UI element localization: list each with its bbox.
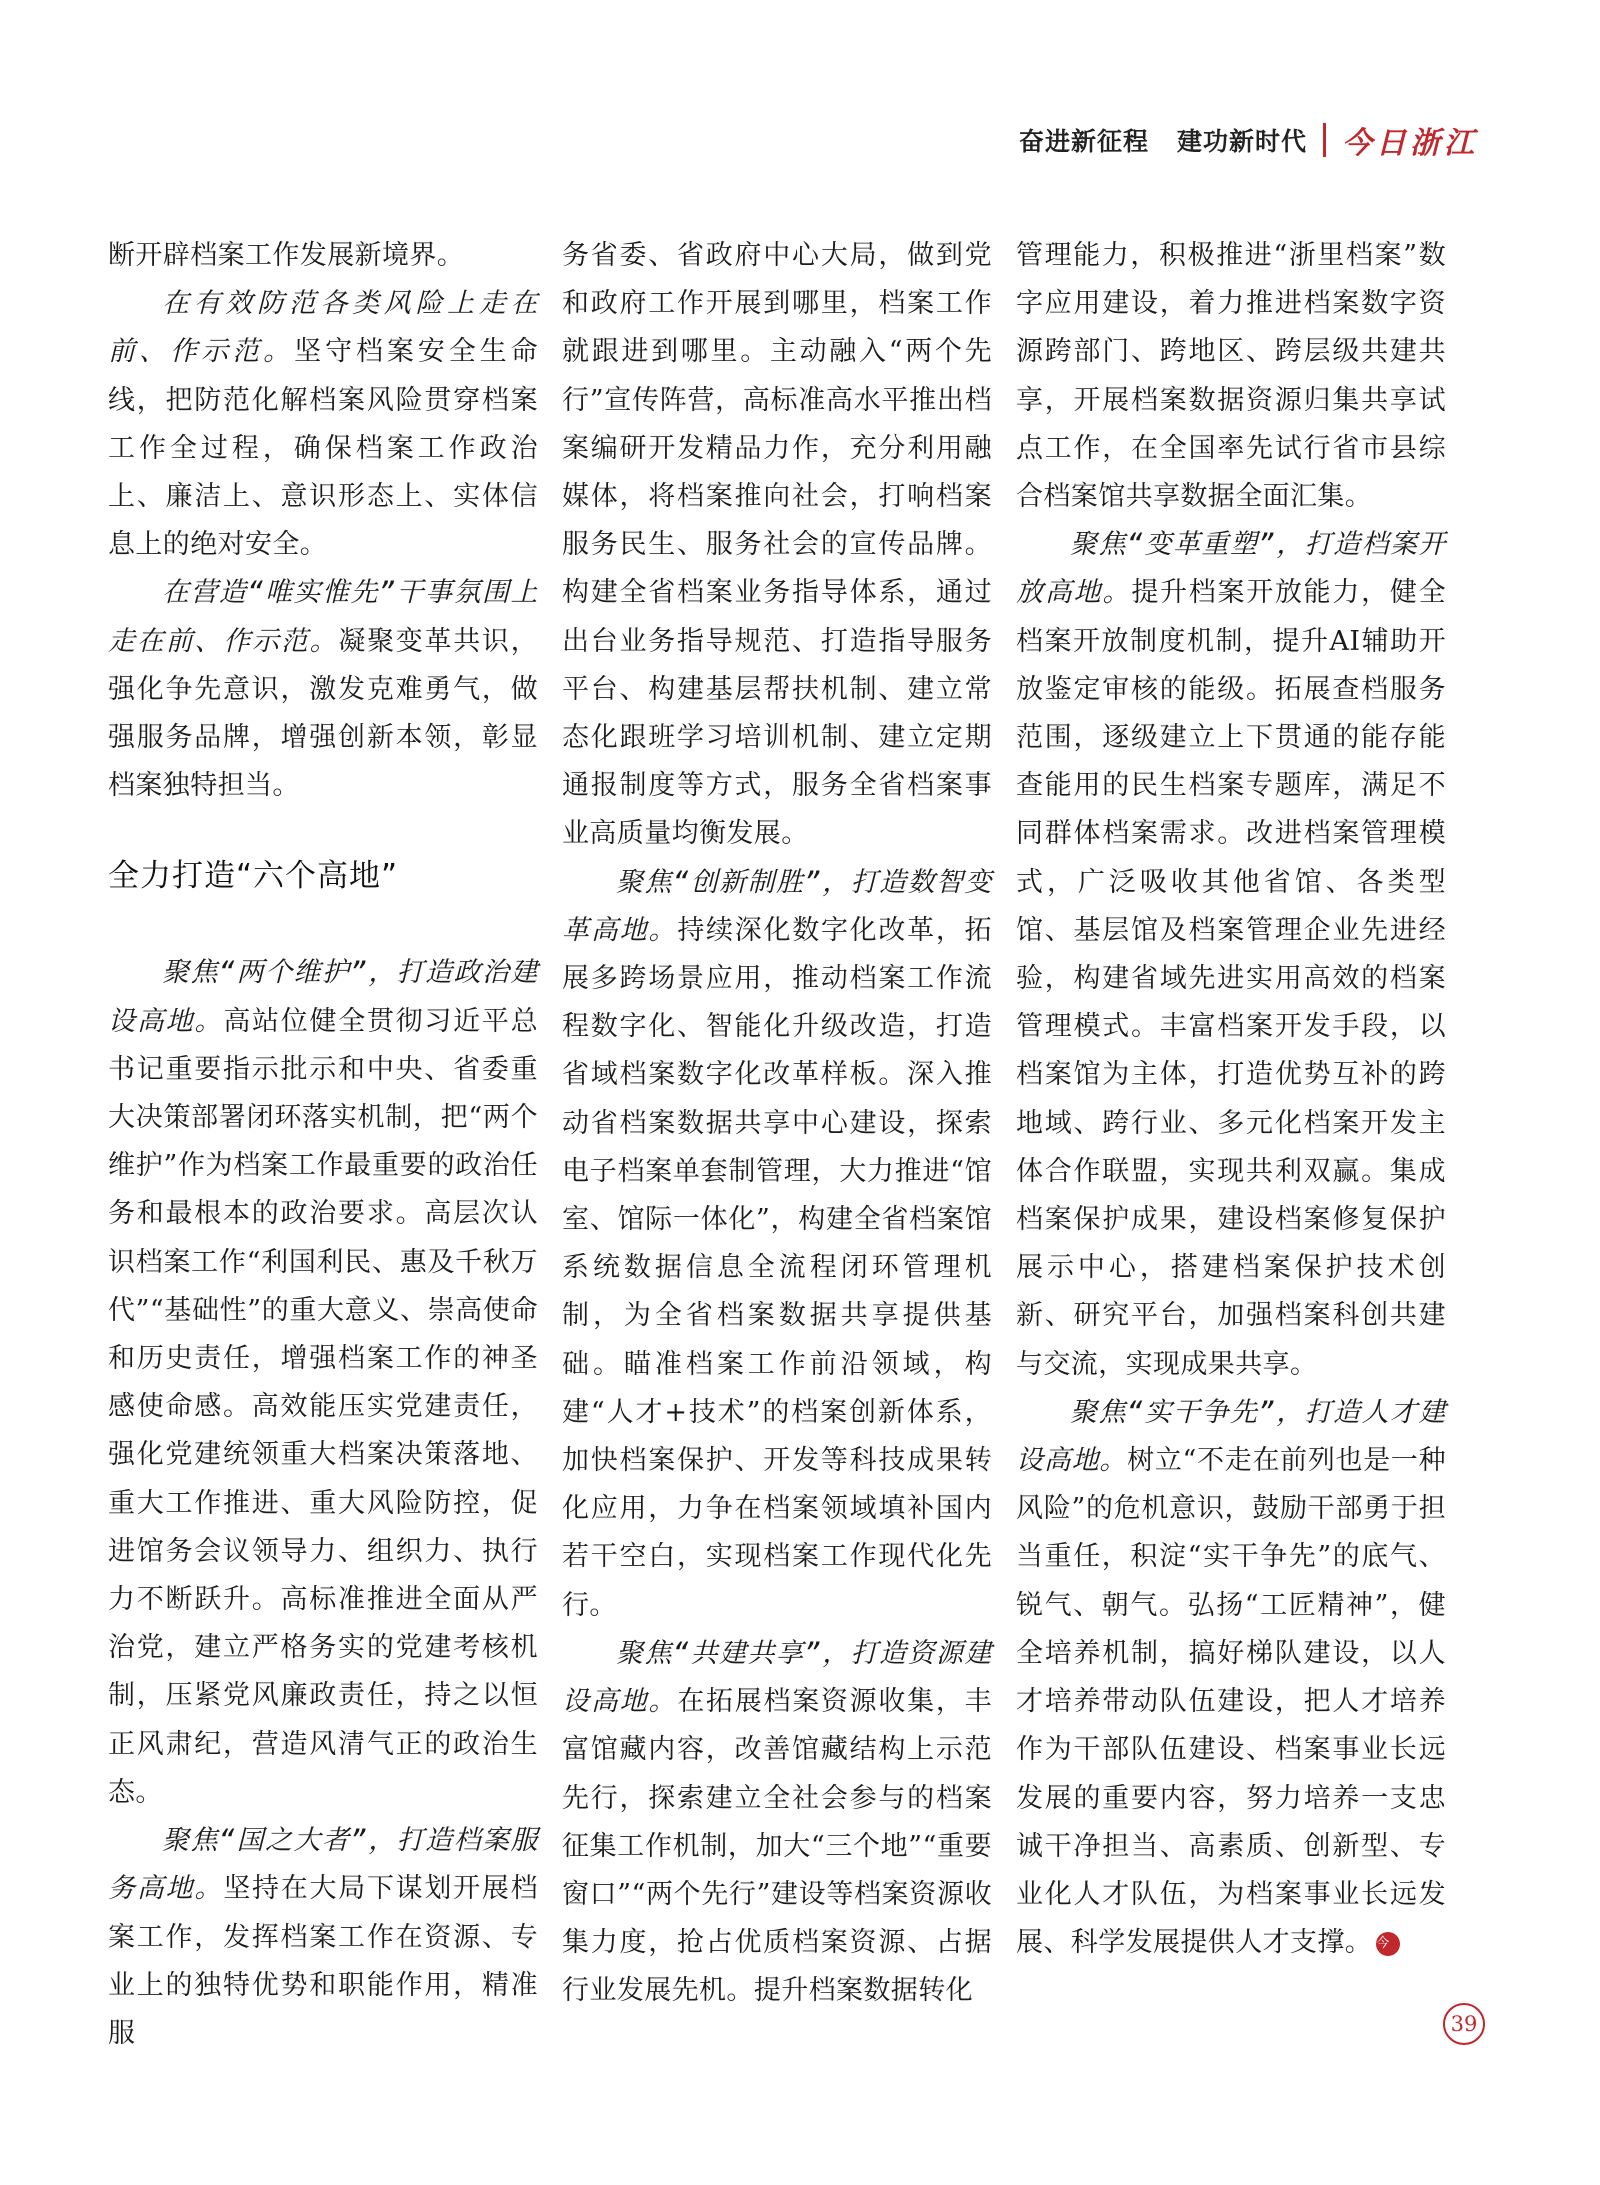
paragraph-body: 坚持在大局下谋划开展档案工作，发挥档案工作在资源、专业上的独特优势和职能作用，精准服 (108, 1873, 538, 2049)
paragraph-body: 高站位健全贯彻习近平总书记重要指示批示和中央、省委重大决策部署闭环落实机制，把“两个维护”作为档案工作最重要的政治任务和最根本的政治要求。高层次认识档案工作“利国利民、惠及千秋万代”“基础性”的重大意义、崇高使命和历史责任，增强档案工作的神圣感使命感。高效能压实党建责任，强化党建统领重大档案决策落地、重大工作推进、重大风险防控，促进馆务会议领导力、组织力、执行力不断跃升。高标准推进全面从严治党，建立严格务实的党建考核机制，压紧党风廉政责任，持之以恒正风肃纪，营造风清气正的政治生态。 (108, 1005, 538, 1808)
article-column-3 (1016, 232, 1446, 1967)
paragraph (108, 280, 538, 569)
paragraph: 管理能力，积极推进“浙里档案”数字应用建设，着力推进档案数字资源跨部门、跨地区、跨层级共建共享，开展档案数据资源归集共享试点工作，在全国率先试行省市县综合档案馆共享数据全面汇集。 (1016, 240, 1446, 513)
header-divider (1323, 123, 1326, 157)
paragraph-body: 凝聚变革共识，强化争先意识，激发克难勇气，做强服务品牌，增强创新本领，彰显档案独特担当。 (108, 625, 539, 802)
paragraph-lead: 聚焦“实干争先”，打造人才建设高地。 (1016, 1396, 1446, 1477)
paragraph-body: 树立“不走在前列也是一种风险”的危机意识，鼓励干部勇于担当重任，积淀“实干争先”的底气、锐气、朝气。弘扬“工匠精神”，健全培养机制，搞好梯队建设，以人才培养带动队伍建设，把人才培养作为干部队伍建设、档案事业长远发展的重要内容，努力培养一支忠诚干净担当、高素质、创新型、专业化人才队伍，为档案事业长远发展、科学发展提供人才支撑。 (1016, 1445, 1446, 1959)
page-header (1019, 118, 1478, 162)
paragraph: 断开辟档案工作发展新境界。 (108, 240, 465, 271)
paragraph-body: 提升档案开放能力，健全档案开放制度机制，提升AI辅助开放鉴定审核的能级。拓展查档服务范围，逐级建立上下贯通的能存能查能用的民生档案专题库，满足不同群体档案需求。改进档案管理模式，广泛吸收其他省馆、各类型馆、基层馆及档案管理企业先进经验，构建省域先进实用高效的档案管理模式。丰富档案开发手段，以档案馆为主体，打造优势互补的跨地域、跨行业、多元化档案开发主体合作联盟，实现共利双赢。集成档案保护成果，建设档案修复保护展示中心，搭建档案保护技术创新、研究平台，加强档案科创共建与交流，实现成果共享。 (1016, 577, 1446, 1380)
paragraph-lead: 聚焦“创新制胜”，打造数智变革高地。 (562, 866, 992, 946)
paragraph (108, 569, 538, 810)
paragraph-lead: 在有效防范各类风险上走在前、作示范。 (108, 288, 538, 368)
paragraph-lead: 聚焦“变革重塑”，打造档案开放高地。 (1016, 529, 1446, 609)
end-mark-icon: 今 (1376, 1932, 1400, 1956)
paragraph (1016, 521, 1446, 1389)
magazine-logo: 今日浙江 (1342, 126, 1478, 161)
paragraph-lead: 聚焦“共建共享”，打造资源建设高地。 (562, 1637, 992, 1718)
paragraph-body: 持续深化数字化改革，拓展多跨场景应用，推动档案工作流程数字化、智能化升级改造，打造省域档案数字化改革样板。深入推动省档案数据共享中心建设，探索电子档案单套制管理，大力推进“馆室、馆际一体化”，构建全省档案馆系统数据信息全流程闭环管理机制，为全省档案数据共享提供基础。瞄准档案工作前沿领域，构建“人才+技术”的档案创新体系，加快档案保护、开发等科技成果转化应用，力争在档案领域填补国内若干空白，实现档案工作现代化先行。 (562, 914, 992, 1621)
paragraph-lead: 聚焦“两个维护”，打造政治建设高地。 (108, 957, 538, 1037)
paragraph-body: 坚守档案安全生命线，把防范化解档案风险贯穿档案工作全过程，确保档案工作政治上、廉洁上、意识形态上、实体信息上的绝对安全。 (108, 336, 539, 561)
page-number: 39 (1443, 2003, 1485, 2045)
header-slogan-part2: 建功新时代 (1176, 127, 1307, 156)
paragraph (562, 1630, 992, 2016)
paragraph-body: 在拓展档案资源收集，丰富馆藏内容，改善馆藏结构上示范先行，探索建立全社会参与的档案征集工作机制，加大“三个地”“重要窗口”“两个先行”建设等档案资源收集力度，抢占优质档案资源、占据行业发展先机。提升档案数据转化 (562, 1686, 992, 2007)
article-column-2 (562, 232, 992, 2016)
article-column-1 (108, 232, 538, 2058)
section-heading: 全力打造“六个高地” (108, 858, 399, 895)
paragraph (562, 859, 992, 1630)
paragraph-lead: 在营造“唯实惟先”干事氛围上走在前、作示范。 (108, 577, 538, 657)
paragraph (108, 1817, 538, 2058)
paragraph-lead: 聚焦“国之大者”，打造档案服务高地。 (108, 1825, 538, 1905)
header-slogan-part1: 奋进新征程 (1018, 127, 1149, 156)
paragraph: 务省委、省政府中心大局，做到党和政府工作开展到哪里，档案工作就跟进到哪里。主动融入“两个先行”宣传阵营，高标准高水平推出档案编研开发精品力作，充分利用融媒体，将档案推向社会，打响档案服务民生、服务社会的宣传品牌。构建全省档案业务指导体系，通过出台业务指导规范、打造指导服务平台、构建基层帮扶机制、建立常态化跟班学习培训机制、建立定期通报制度等方式，服务全省档案事业高质量均衡发展。 (562, 240, 992, 850)
paragraph (1016, 1389, 1446, 1967)
paragraph (108, 949, 538, 1817)
